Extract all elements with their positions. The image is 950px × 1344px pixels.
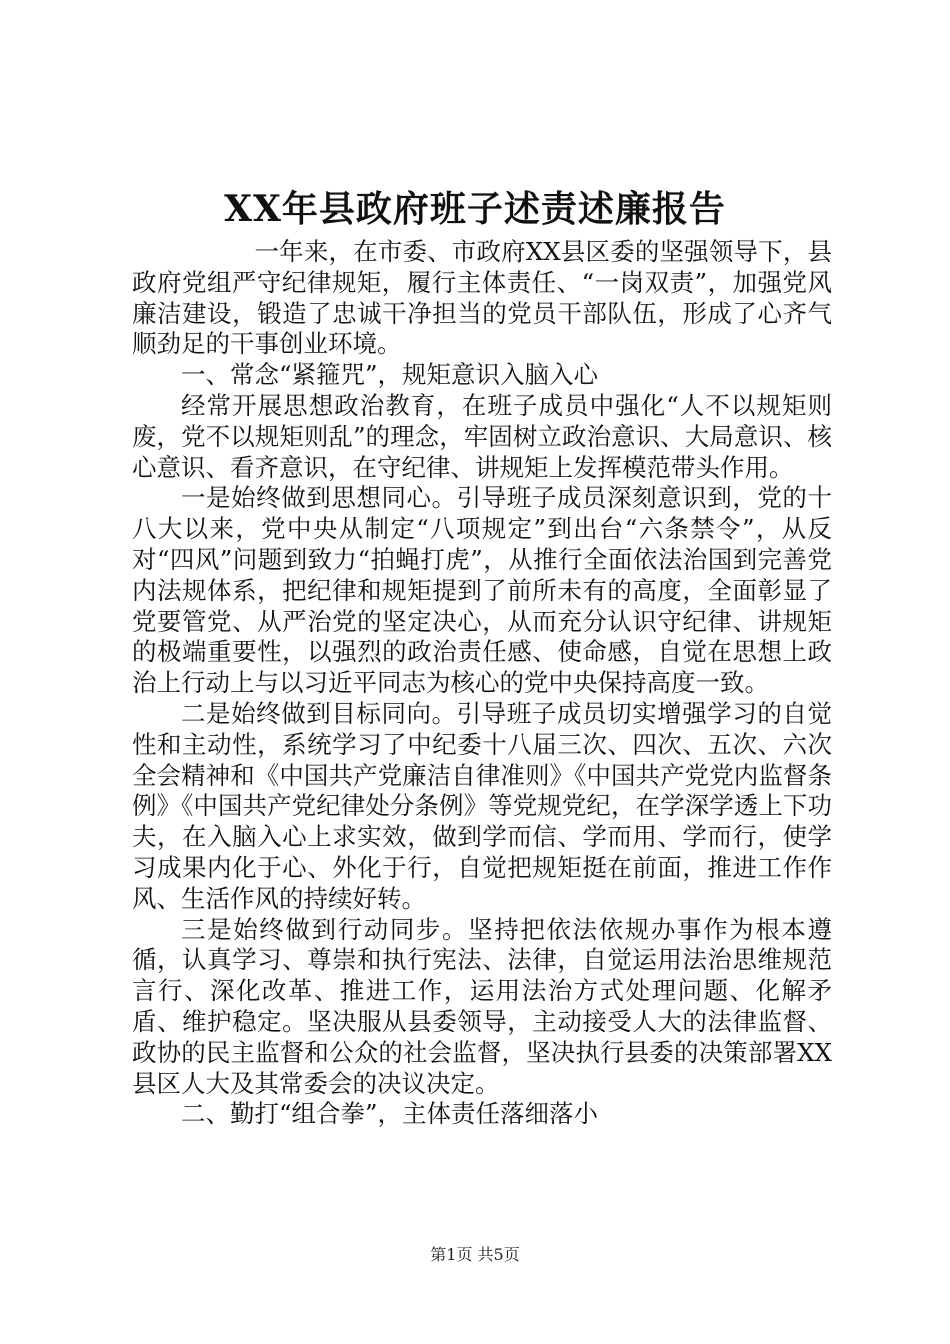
paragraph-point-1: 一是始终做到思想同心。引导班子成员深刻意识到，党的十八大以来，党中央从制定“八项规定”到出台“六条禁令”，从反对“四风”问题到致力“拍蝇打虎”，从推行全面依法治国到完善党内法规体系，把纪律和规矩提到了前所未有的高度，全面彰显了党要管党、从严治党的坚定决心，从而充分认识守纪律、讲规矩的极端重要性，以强烈的政治责任感、使命感，自觉在思想上政治上行动上与以习近平同志为核心的党中央保持高度一致。 [132,483,832,698]
section-heading-1: 一、常念“紧箍咒”，规矩意识入脑入心 [181,360,599,390]
paragraph-point-3: 三是始终做到行动同步。坚持把依法依规办事作为根本遵循，认真学习、尊崇和执行宪法、法律，自觉运用法治思维规范言行、深化改革、推进工作，运用法治方式处理问题、化解矛盾、维护稳定。坚决服从县委领导，主动接受人大的法律监督、政协的民主监督和公众的社会监督，坚决执行县委的决策部署XX县区人大及其常委会的决议决定。 [132,914,832,1098]
paragraph-intro: 一年来，在市委、市政府XX县区委的坚强领导下，县政府党组严守纪律规矩，履行主体责任、“一岗双责”，加强党风廉洁建设，锻造了忠诚干净担当的党员干部队伍，形成了心齐气顺劲足的干事创业环境。 [132,237,832,359]
document-body [132,237,832,1130]
document-title: XX年县政府班子述责述廉报告 [224,188,726,230]
section-heading-2: 二、勤打“组合拳”，主体责任落细落小 [181,1099,599,1129]
paragraph-point-2: 二是始终做到目标同向。引导班子成员切实增强学习的自觉性和主动性，系统学习了中纪委十八届三次、四次、五次、六次全会精神和《中国共产党廉洁自律准则》《中国共产党党内监督条例》《中国共产党纪律处分条例》等党规党纪，在学深学透上下功夫，在入脑入心上求实效，做到学而信、学而用、学而行，使学习成果内化于心、外化于行，自觉把规矩挺在前面，推进工作作风、生活作风的持续好转。 [132,698,832,913]
paragraph-section-1-intro: 经常开展思想政治教育，在班子成员中强化“人不以规矩则废，党不以规矩则乱”的理念，牢固树立政治意识、大局意识、核心意识、看齐意识，在守纪律、讲规矩上发挥模范带头作用。 [132,390,832,482]
page-footer: 第1页 共5页 [430,1245,520,1264]
